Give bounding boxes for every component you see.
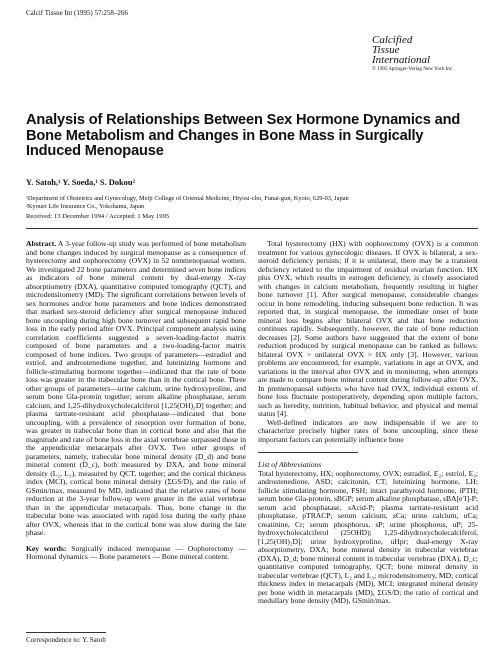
correspondence-note: Correspondence to: Y. Satoh <box>26 636 106 644</box>
author-list: Y. Satoh,¹ Y. Soeda,¹ S. Dokou² <box>26 178 135 187</box>
affiliations <box>26 195 349 211</box>
logo-line-2: Tissue <box>372 44 400 56</box>
abstract <box>26 240 246 538</box>
abstract-text: A 3-year follow-up study was performed of bone metabolism and bone changes induced by surgical menopause as a consequence of hysterectomy and oophorectomy (OVX) in 52 nonmenopausal women. We investigated 22 bone parameters and determined seven bone indices as indicators of bone mineral content by dual-energy X-ray absorptiometry (DXA), quantitative computed tomography (QCT), and microdensitometry (MD). The significant correlations between levels of sex hormones and/or bone parameters and bone indices demonstrated that marked sex-steroid deficiency after surgical menopause induced bone uncoupling during high bone turnover and subsequent rapid bone loss in the early period after OVX. Principal component analysis using correlation coefficients suggested a seven-loading-factor matrix composed of bone parameters and a two-loading-factor matrix composed of bone indices. Two groups of parameters—estradiol and estriol, and androstenedione together, and luteinizing hormone and follicle-stimulating hormone together—indicated that the rate of bone loss was greater in the trabecular bone than in the cortical bone. Three other groups of parameters—urine calcium, urine hydroxyproline, and serum bone Gla-protein together; serum alkaline phosphatase, serum calcium, and 1,25-dihydroxycholecalciferol [1,25(OH)₂D] together; and plasma tartrate-resistant acid phosphatase—indicated that bone uncoupling, with a prevalence of resorption over formation of bone, was greater in trabecular bone than in cortical bone and also that the magnitude and rate of bone loss in the axial vertebrae surpassed those in the appendicular metacarpals after OVX. Two other groups of parameters, namely, trabecular bone mineral density (D_d) and bone mineral content (D_c), both measured by DXA, and bone mineral density (L₂, L₃), measured by QCT, together; and the cortical thickness index (MCI), cortical bone mineral density (ΣGS/D), and the ratio of GSmin/max, measured by MD, indicated that the relative rates of bone reduction at the 3-year follow-up were greater in the axial vertebrae than in the appendicular metacarpals. Thus, bone change in the trabecular bone was associated with rapid loss during the early phase after OVX, whereas that in the cortical bone was slow during the late phase. <box>26 239 246 537</box>
journal-citation: Calcif Tissue Int (1995) 57:258–266 <box>26 9 128 17</box>
right-column <box>258 240 478 606</box>
article-title: Analysis of Relationships Between Sex Hormone Dynamics and Bone Metabolism and Changes in Bone Mass in Surgically Induced Menopause <box>26 112 461 159</box>
header-divider <box>26 228 478 229</box>
intro-paragraph-1: Total hysterectomy (HX) with oophorectomy (OVX) is a common treatment for various gynecologic diseases. If OVX is bilateral, a sex-steroid deficiency persists; if it is unilateral, there may be a transient deficiency related to the impairment of residual ovarian function. HX plus OVX, which results in estrogen deficiency, is closely associated with changes in calcium metabolism, frequently resulting in higher bone turnover [1]. After surgical menopause, considerable changes occur in bone remodeling, inducing subsequent bone reduction. It was reported that, in surgical menopause, the immediate onset of bone mineral loss begins after bilateral OVX and that bone reduction continues rapidly. Subsequently, however, the rate of bone reduction decreases [2]. Some authors have suggested that the extent of bone reduction produced by surgical menopause can be ranked as follows: bilateral OVX > unilateral OVX > HX only [3]. However, various problems are encountered, for example, variations in age at OVX, and variations in the interval after OVX and in monitoring, when attempts are made to compare bone mineral content during follow-up after OVX. In premenopausal subjects who have had OVX, individual extents of bone loss fluctuate postoperatively, depending upon multiple factors, such as heredity, nutrition, habitual behavior, and physical and mental status [4]. <box>258 239 478 418</box>
keywords <box>26 545 246 562</box>
logo-line-1: Calcified <box>372 34 413 46</box>
keywords-text: Surgically induced menopause — Oophorectomy — Hormonal dynamics — Bone parameters — Bone mineral content. <box>26 543 246 561</box>
logo-line-3: International <box>372 54 431 66</box>
received-dates: Received: 13 December 1994 / Accepted: 1 May 1995 <box>26 213 170 220</box>
footnote-divider <box>26 632 106 633</box>
abbreviations-divider <box>258 452 358 453</box>
abbreviations-list: Total hysterectomy, HX; oophorectomy, OVX; estradiol, E₂; estriol, E₃; androstenedione, ASD; calcitonin, CT; luteinizing hormone, LH; follicle stimulating hormone, FSH; intact parathyroid hormone, iPTH; serum bone Gla-protein, sBGP; serum alkaline phosphatase, sBA[eʹI]-P; serum acid phosphatase, sAcid-P; plasma tartrate-resistant acid phosphatase, pTRACP; serum calcium, sCa; urine calcium, uCa; creatinine, Cr; serum phosphorus, sP; urine phosphorus, uP; 25-hydroxycholecalciferol (25OHD); 1,25-dihydroxycholecalciferol, [1,25(OH)₂D]; urine hydroxyproline, uHpr; dual-energy X-ray absorptiometry, DXA; bone mineral density in trabecular vertebrae (DXA), D_d; bone mineral content in trabecular vertebrae (DXA), D_c; quantitative computed tomography, QCT; bone mineral density in trabecular vertebrae (QCT), L₂ and L₃; microdensitometry, MD; cortical thickness index in metacarpals (MD), MCI; integrated mineral density per bone width in metacarpals (MD), ΣGS/D; the ratio of cortical and medullary bone density (MD), GSmin/max. <box>258 468 478 605</box>
abstract-label: Abstract. <box>26 239 57 248</box>
keywords-label: Key words: <box>26 543 67 553</box>
journal-logo <box>372 35 492 72</box>
affiliation-1: ¹Department of Obstetrics and Gynecology, Meiji College of Oriental Medicine, Hiyosi-cho, Funai-gun, Kyoto, 629-03, Japan <box>26 195 349 202</box>
left-column <box>26 240 246 562</box>
affiliation-2: ²Kyouei Life Insurance Co., Yokohama, Japan <box>26 203 145 210</box>
abbreviations-heading: List of Abbreviations <box>258 460 322 469</box>
copyright-notice: © 1995 Springer-Verlag New York Inc. <box>372 66 454 72</box>
intro-paragraph-2: Well-defined indicators are now indispensable if we are to characterize precisely higher rates of bone uncoupling, since these important factors can potentially influence bone <box>258 417 478 444</box>
